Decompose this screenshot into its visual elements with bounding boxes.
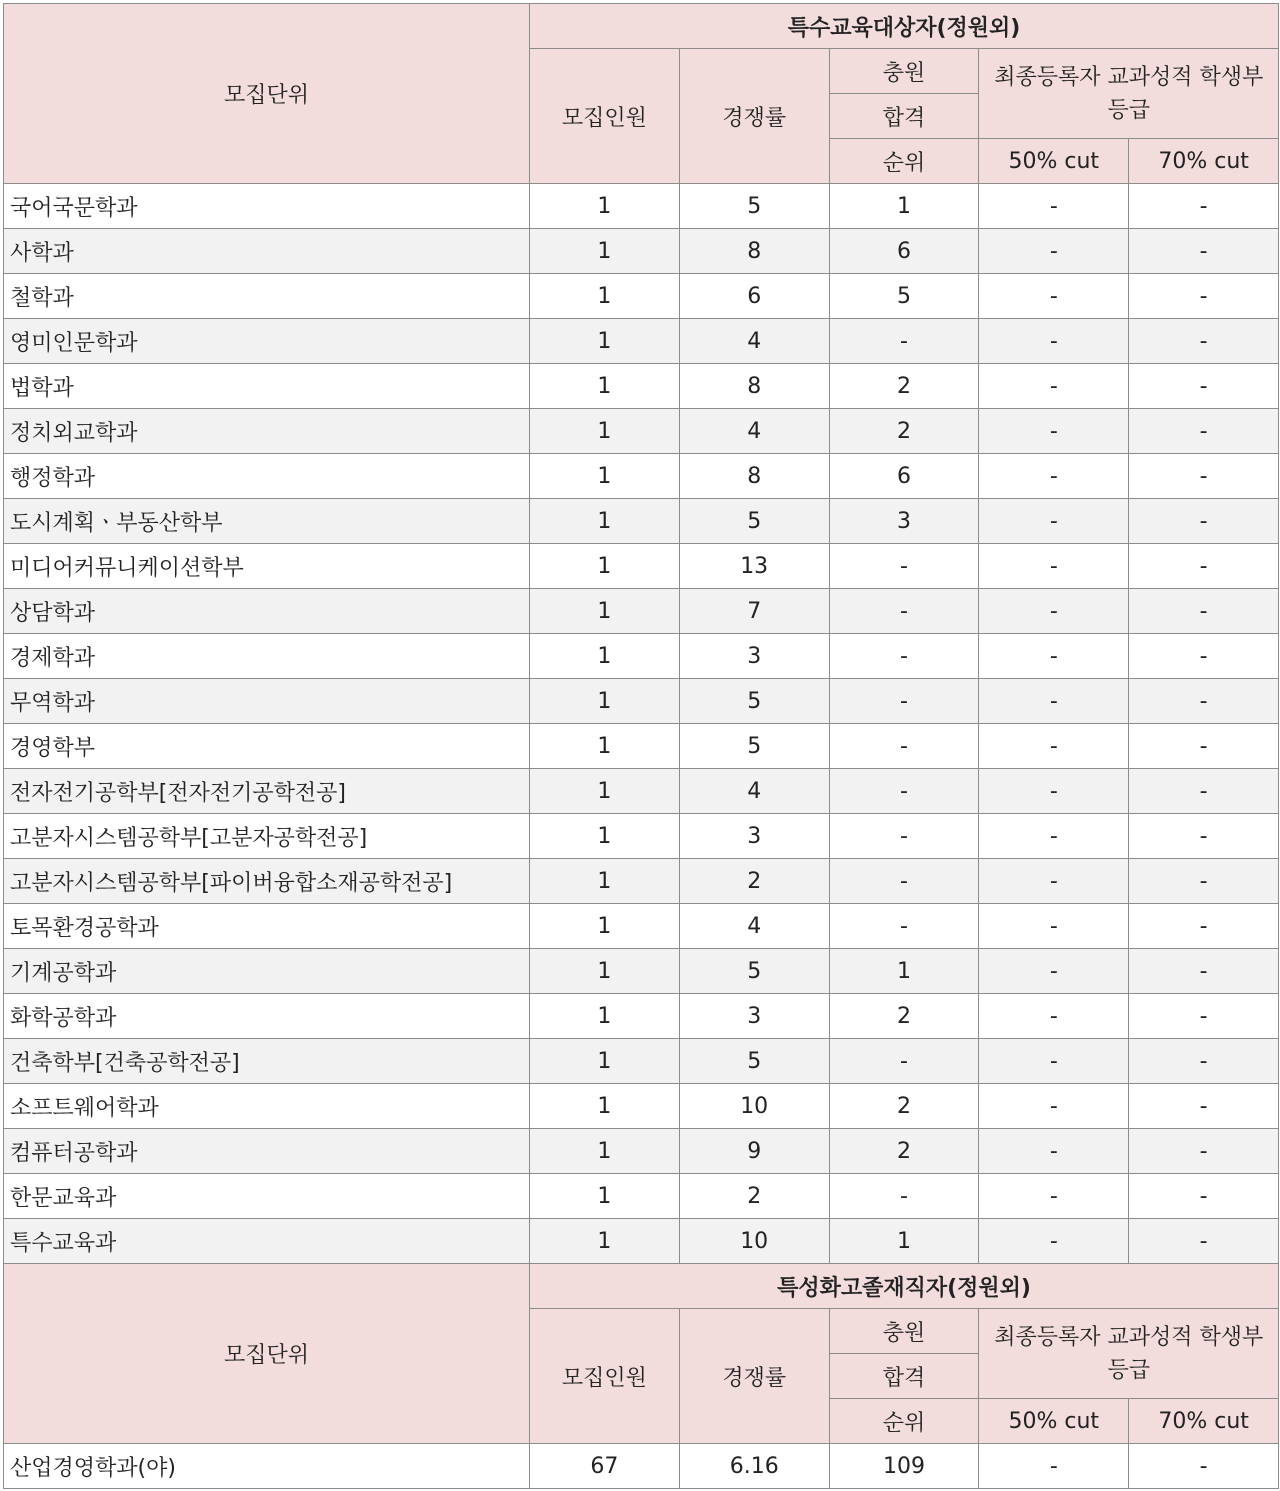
table-row bbox=[4, 769, 1279, 814]
rank-cell: 2 bbox=[829, 1129, 979, 1174]
unit-cell: 무역학과 bbox=[4, 679, 530, 724]
cut50-cell: - bbox=[979, 364, 1129, 409]
cut70-cell: - bbox=[1129, 1129, 1279, 1174]
cut70-cell: - bbox=[1129, 544, 1279, 589]
cut70-cell: - bbox=[1129, 409, 1279, 454]
recruit-cell: 1 bbox=[530, 184, 680, 229]
table-body bbox=[4, 1444, 1279, 1489]
recruit-cell: 1 bbox=[530, 769, 680, 814]
cut70-cell: - bbox=[1129, 859, 1279, 904]
competition-header: 경쟁률 bbox=[679, 49, 829, 184]
cut70-cell: - bbox=[1129, 679, 1279, 724]
rank-cell: 2 bbox=[829, 1084, 979, 1129]
unit-cell: 고분자시스템공학부[파이버융합소재공학전공] bbox=[4, 859, 530, 904]
cut50-cell: - bbox=[979, 454, 1129, 499]
table-row bbox=[4, 589, 1279, 634]
recruit-cell: 1 bbox=[530, 814, 680, 859]
unit-cell: 고분자시스템공학부[고분자공학전공] bbox=[4, 814, 530, 859]
rank-cell: - bbox=[829, 1039, 979, 1084]
unit-cell: 건축학부[건축공학전공] bbox=[4, 1039, 530, 1084]
cut50-cell: - bbox=[979, 589, 1129, 634]
recruit-cell: 1 bbox=[530, 589, 680, 634]
unit-header: 모집단위 bbox=[4, 1264, 530, 1444]
competition-cell: 3 bbox=[679, 814, 829, 859]
competition-cell: 9 bbox=[679, 1129, 829, 1174]
recruit-cell: 1 bbox=[530, 319, 680, 364]
rank-cell: - bbox=[829, 319, 979, 364]
unit-cell: 도시계획ㆍ부동산학부 bbox=[4, 499, 530, 544]
recruit-cell: 1 bbox=[530, 544, 680, 589]
unit-cell: 산업경영학과(야) bbox=[4, 1444, 530, 1489]
cut50-cell: - bbox=[979, 724, 1129, 769]
unit-cell: 소프트웨어학과 bbox=[4, 1084, 530, 1129]
competition-cell: 8 bbox=[679, 364, 829, 409]
cut70-header: 70% cut bbox=[1129, 139, 1279, 184]
cut70-cell: - bbox=[1129, 589, 1279, 634]
recruit-cell: 1 bbox=[530, 679, 680, 724]
rank-cell: - bbox=[829, 814, 979, 859]
competition-cell: 8 bbox=[679, 454, 829, 499]
table-row bbox=[4, 229, 1279, 274]
recruit-cell: 1 bbox=[530, 454, 680, 499]
rank-cell: 2 bbox=[829, 409, 979, 454]
unit-cell: 경영학부 bbox=[4, 724, 530, 769]
rank-cell: - bbox=[829, 769, 979, 814]
cut50-cell: - bbox=[979, 409, 1129, 454]
unit-cell: 영미인문학과 bbox=[4, 319, 530, 364]
table-body bbox=[4, 184, 1279, 1264]
recruit-count-header: 모집인원 bbox=[530, 1309, 680, 1444]
cut50-cell: - bbox=[979, 904, 1129, 949]
rank-cell: 1 bbox=[829, 949, 979, 994]
competition-cell: 6.16 bbox=[679, 1444, 829, 1489]
rank-cell: - bbox=[829, 544, 979, 589]
cut50-cell: - bbox=[979, 634, 1129, 679]
cut50-cell: - bbox=[979, 994, 1129, 1039]
competition-cell: 4 bbox=[679, 409, 829, 454]
table-row bbox=[4, 859, 1279, 904]
pass-header: 합격 bbox=[829, 94, 979, 139]
competition-cell: 2 bbox=[679, 859, 829, 904]
cut50-cell: - bbox=[979, 544, 1129, 589]
table-row bbox=[4, 994, 1279, 1039]
cut50-cell: - bbox=[979, 814, 1129, 859]
cut50-cell: - bbox=[979, 229, 1129, 274]
cut50-cell: - bbox=[979, 1174, 1129, 1219]
extra-header: 충원 bbox=[829, 49, 979, 94]
recruit-cell: 1 bbox=[530, 904, 680, 949]
table-row bbox=[4, 724, 1279, 769]
unit-cell: 철학과 bbox=[4, 274, 530, 319]
table-row bbox=[4, 274, 1279, 319]
competition-cell: 3 bbox=[679, 634, 829, 679]
cut70-cell: - bbox=[1129, 274, 1279, 319]
recruit-cell: 1 bbox=[530, 1219, 680, 1264]
grade-header: 최종등록자 교과성적 학생부등급 bbox=[979, 49, 1279, 139]
rank-header: 순위 bbox=[829, 139, 979, 184]
rank-cell: 2 bbox=[829, 994, 979, 1039]
competition-cell: 5 bbox=[679, 499, 829, 544]
rank-cell: - bbox=[829, 679, 979, 724]
recruit-cell: 67 bbox=[530, 1444, 680, 1489]
rank-cell: 6 bbox=[829, 454, 979, 499]
rank-header: 순위 bbox=[829, 1399, 979, 1444]
recruit-cell: 1 bbox=[530, 1174, 680, 1219]
recruit-cell: 1 bbox=[530, 364, 680, 409]
table-row bbox=[4, 319, 1279, 364]
cut50-cell: - bbox=[979, 319, 1129, 364]
unit-cell: 한문교육과 bbox=[4, 1174, 530, 1219]
cut70-cell: - bbox=[1129, 994, 1279, 1039]
competition-cell: 7 bbox=[679, 589, 829, 634]
rank-cell: 109 bbox=[829, 1444, 979, 1489]
cut50-cell: - bbox=[979, 274, 1129, 319]
competition-cell: 5 bbox=[679, 1039, 829, 1084]
cut70-cell: - bbox=[1129, 454, 1279, 499]
table-row bbox=[4, 1129, 1279, 1174]
recruit-cell: 1 bbox=[530, 1084, 680, 1129]
unit-cell: 전자전기공학부[전자전기공학전공] bbox=[4, 769, 530, 814]
extra-header: 충원 bbox=[829, 1309, 979, 1354]
competition-cell: 4 bbox=[679, 319, 829, 364]
cut70-cell: - bbox=[1129, 319, 1279, 364]
pass-header: 합격 bbox=[829, 1354, 979, 1399]
recruit-cell: 1 bbox=[530, 1039, 680, 1084]
table-row bbox=[4, 1444, 1279, 1489]
cut70-cell: - bbox=[1129, 769, 1279, 814]
cut50-header: 50% cut bbox=[979, 139, 1129, 184]
cut70-cell: - bbox=[1129, 1444, 1279, 1489]
cut50-cell: - bbox=[979, 859, 1129, 904]
unit-cell: 기계공학과 bbox=[4, 949, 530, 994]
cut70-cell: - bbox=[1129, 949, 1279, 994]
cut50-cell: - bbox=[979, 184, 1129, 229]
cut70-cell: - bbox=[1129, 814, 1279, 859]
rank-cell: 2 bbox=[829, 364, 979, 409]
competition-cell: 5 bbox=[679, 949, 829, 994]
competition-cell: 4 bbox=[679, 769, 829, 814]
table-row bbox=[4, 184, 1279, 229]
section-title: 특수교육대상자(정원외) bbox=[530, 4, 1279, 49]
table-row bbox=[4, 1219, 1279, 1264]
unit-cell: 법학과 bbox=[4, 364, 530, 409]
unit-cell: 특수교육과 bbox=[4, 1219, 530, 1264]
cut70-cell: - bbox=[1129, 184, 1279, 229]
cut70-cell: - bbox=[1129, 724, 1279, 769]
rank-cell: 6 bbox=[829, 229, 979, 274]
recruit-cell: 1 bbox=[530, 634, 680, 679]
competition-header: 경쟁률 bbox=[679, 1309, 829, 1444]
cut50-cell: - bbox=[979, 949, 1129, 994]
table-row bbox=[4, 679, 1279, 724]
cut50-cell: - bbox=[979, 1129, 1129, 1174]
cut70-cell: - bbox=[1129, 634, 1279, 679]
recruit-cell: 1 bbox=[530, 274, 680, 319]
rank-cell: - bbox=[829, 904, 979, 949]
rank-cell: 3 bbox=[829, 499, 979, 544]
table-row bbox=[4, 1039, 1279, 1084]
unit-cell: 경제학과 bbox=[4, 634, 530, 679]
recruit-cell: 1 bbox=[530, 229, 680, 274]
cut70-cell: - bbox=[1129, 1219, 1279, 1264]
unit-cell: 토목환경공학과 bbox=[4, 904, 530, 949]
table-row bbox=[4, 409, 1279, 454]
unit-cell: 미디어커뮤니케이션학부 bbox=[4, 544, 530, 589]
competition-cell: 5 bbox=[679, 724, 829, 769]
recruit-cell: 1 bbox=[530, 409, 680, 454]
cut50-cell: - bbox=[979, 769, 1129, 814]
cut70-header: 70% cut bbox=[1129, 1399, 1279, 1444]
cut70-cell: - bbox=[1129, 229, 1279, 274]
cut50-cell: - bbox=[979, 1444, 1129, 1489]
unit-cell: 화학공학과 bbox=[4, 994, 530, 1039]
rank-cell: - bbox=[829, 859, 979, 904]
cut70-cell: - bbox=[1129, 364, 1279, 409]
rank-cell: - bbox=[829, 1174, 979, 1219]
rank-cell: - bbox=[829, 724, 979, 769]
table-row bbox=[4, 544, 1279, 589]
cut50-header: 50% cut bbox=[979, 1399, 1129, 1444]
table-row bbox=[4, 949, 1279, 994]
competition-cell: 13 bbox=[679, 544, 829, 589]
rank-cell: 1 bbox=[829, 184, 979, 229]
cut50-cell: - bbox=[979, 679, 1129, 724]
table-row bbox=[4, 364, 1279, 409]
cut50-cell: - bbox=[979, 1084, 1129, 1129]
table-row bbox=[4, 904, 1279, 949]
recruit-cell: 1 bbox=[530, 949, 680, 994]
rank-cell: - bbox=[829, 634, 979, 679]
recruit-cell: 1 bbox=[530, 859, 680, 904]
competition-cell: 8 bbox=[679, 229, 829, 274]
cut50-cell: - bbox=[979, 1219, 1129, 1264]
recruit-cell: 1 bbox=[530, 994, 680, 1039]
cut50-cell: - bbox=[979, 1039, 1129, 1084]
cut70-cell: - bbox=[1129, 499, 1279, 544]
cut70-cell: - bbox=[1129, 1039, 1279, 1084]
competition-cell: 5 bbox=[679, 679, 829, 724]
recruit-count-header: 모집인원 bbox=[530, 49, 680, 184]
unit-cell: 사학과 bbox=[4, 229, 530, 274]
table-row bbox=[4, 1084, 1279, 1129]
cut70-cell: - bbox=[1129, 1084, 1279, 1129]
section-title: 특성화고졸재직자(정원외) bbox=[530, 1264, 1279, 1309]
specialized-high-school-table bbox=[3, 1263, 1279, 1489]
rank-cell: 5 bbox=[829, 274, 979, 319]
recruit-cell: 1 bbox=[530, 724, 680, 769]
unit-cell: 상담학과 bbox=[4, 589, 530, 634]
competition-cell: 2 bbox=[679, 1174, 829, 1219]
cut70-cell: - bbox=[1129, 904, 1279, 949]
rank-cell: - bbox=[829, 589, 979, 634]
unit-cell: 국어국문학과 bbox=[4, 184, 530, 229]
table-row bbox=[4, 499, 1279, 544]
unit-cell: 행정학과 bbox=[4, 454, 530, 499]
recruit-cell: 1 bbox=[530, 1129, 680, 1174]
competition-cell: 3 bbox=[679, 994, 829, 1039]
table-row bbox=[4, 634, 1279, 679]
competition-cell: 6 bbox=[679, 274, 829, 319]
table-row bbox=[4, 814, 1279, 859]
cut70-cell: - bbox=[1129, 1174, 1279, 1219]
unit-cell: 정치외교학과 bbox=[4, 409, 530, 454]
grade-header: 최종등록자 교과성적 학생부등급 bbox=[979, 1309, 1279, 1399]
special-education-table bbox=[3, 3, 1279, 1264]
rank-cell: 1 bbox=[829, 1219, 979, 1264]
competition-cell: 10 bbox=[679, 1084, 829, 1129]
table-row bbox=[4, 454, 1279, 499]
recruit-cell: 1 bbox=[530, 499, 680, 544]
unit-header: 모집단위 bbox=[4, 4, 530, 184]
competition-cell: 4 bbox=[679, 904, 829, 949]
cut50-cell: - bbox=[979, 499, 1129, 544]
competition-cell: 10 bbox=[679, 1219, 829, 1264]
table-row bbox=[4, 1174, 1279, 1219]
unit-cell: 컴퓨터공학과 bbox=[4, 1129, 530, 1174]
competition-cell: 5 bbox=[679, 184, 829, 229]
